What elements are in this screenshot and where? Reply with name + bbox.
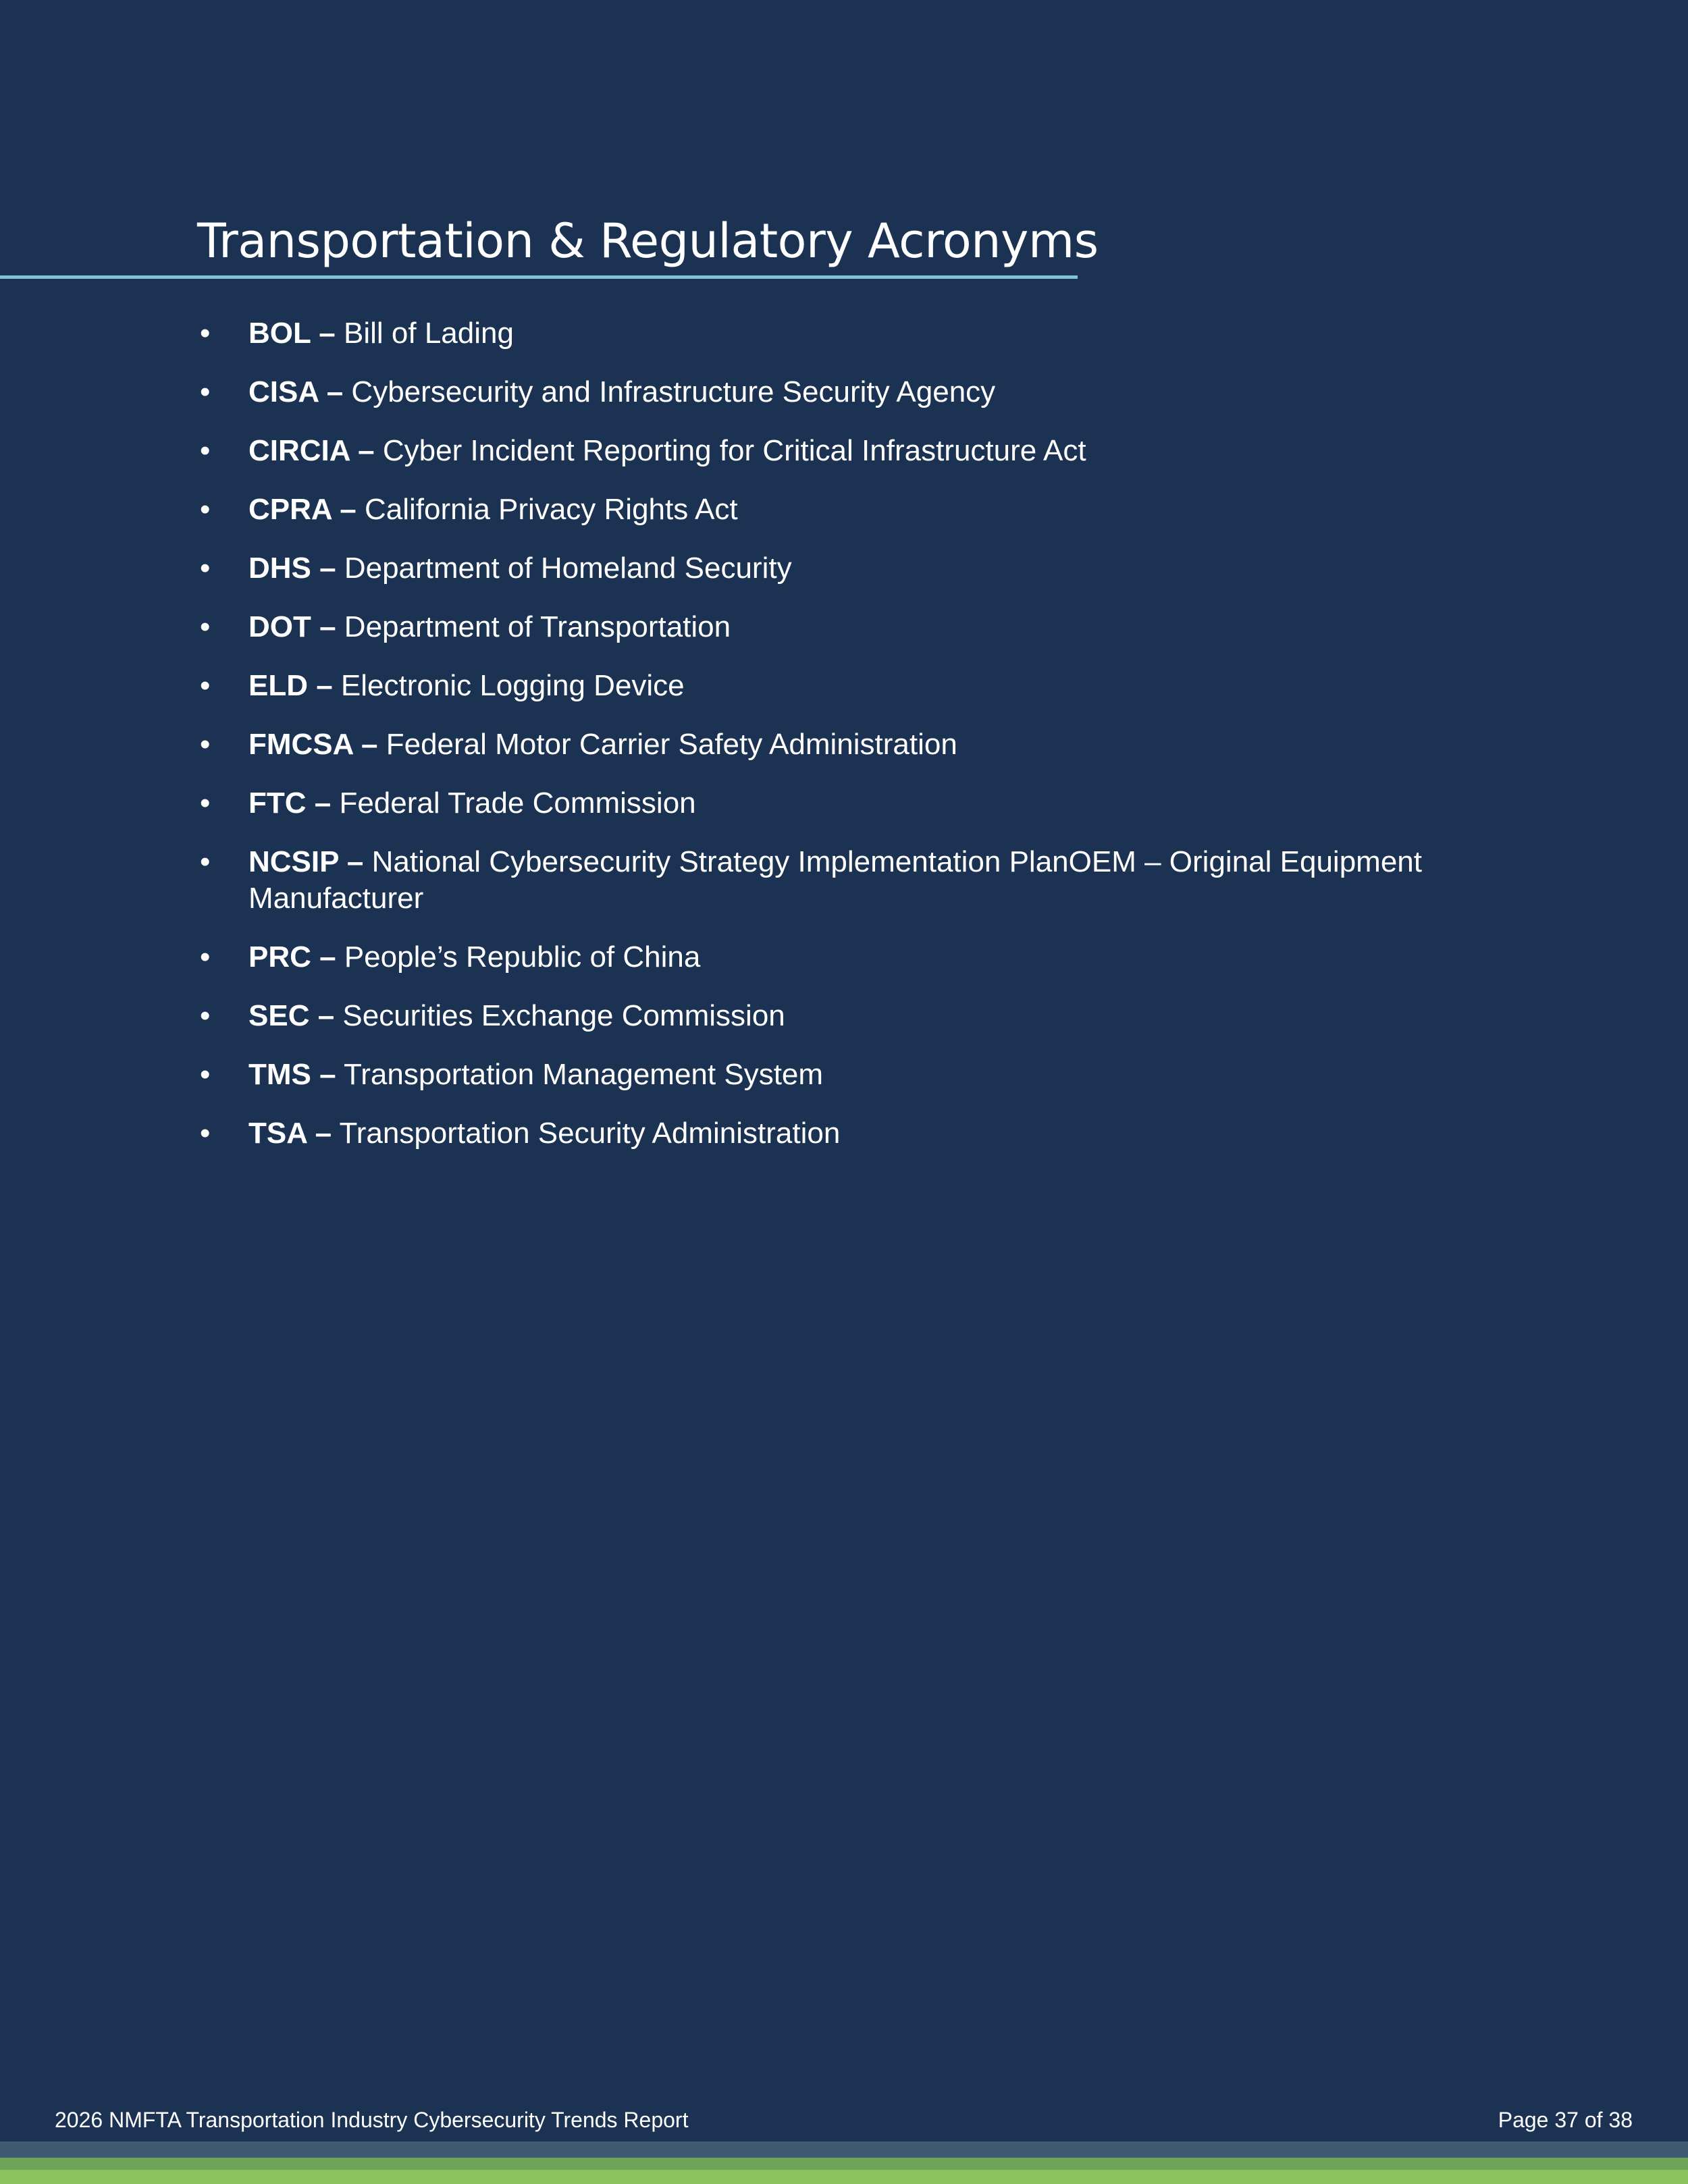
- acronym-item-cisa: [197, 374, 1521, 410]
- acronym-abbreviation: CISA –: [248, 375, 344, 408]
- bullet-icon: •: [200, 434, 211, 467]
- acronym-abbreviation: CPRA –: [248, 493, 357, 526]
- footer-band-stripe: [0, 2158, 1688, 2170]
- acronym-definition: Bill of Lading: [335, 317, 514, 350]
- bullet-icon: •: [200, 317, 211, 350]
- acronym-definition: National Cybersecurity Strategy Implementation PlanOEM – Original Equipment Manufacturer: [248, 845, 1422, 915]
- acronym-abbreviation: PRC –: [248, 940, 336, 974]
- acronym-definition: People’s Republic of China: [336, 940, 701, 974]
- acronym-item-cpra: [197, 491, 1521, 528]
- bullet-icon: •: [200, 787, 211, 820]
- acronym-abbreviation: TMS –: [248, 1058, 336, 1091]
- acronym-abbreviation: BOL –: [248, 317, 336, 350]
- acronym-definition: Cyber Incident Reporting for Critical Infrastructure Act: [374, 434, 1086, 467]
- bullet-icon: •: [200, 493, 211, 526]
- footer-report-title: 2026 NMFTA Transportation Industry Cybersecurity Trends Report: [55, 2108, 689, 2132]
- acronym-definition: Department of Transportation: [336, 610, 731, 643]
- acronym-list: [197, 315, 1521, 1174]
- acronym-definition: Transportation Management System: [336, 1058, 824, 1091]
- acronym-item-prc: [197, 939, 1521, 976]
- acronym-definition: Transportation Security Administration: [332, 1117, 841, 1150]
- bullet-icon: •: [200, 999, 211, 1032]
- acronym-item-tsa: [197, 1115, 1521, 1152]
- acronym-item-circia: [197, 433, 1521, 469]
- acronym-item-fmcsa: [197, 726, 1521, 763]
- acronym-abbreviation: DOT –: [248, 610, 336, 643]
- bullet-icon: •: [200, 728, 211, 761]
- acronym-abbreviation: SEC –: [248, 999, 335, 1032]
- acronym-item-dhs: [197, 550, 1521, 587]
- acronym-definition: Cybersecurity and Infrastructure Security Agency: [343, 375, 996, 408]
- acronym-definition: Securities Exchange Commission: [334, 999, 785, 1032]
- acronym-item-tms: [197, 1057, 1521, 1093]
- acronym-abbreviation: DHS –: [248, 552, 336, 585]
- footer-page-number: Page 37 of 38: [1498, 2108, 1633, 2132]
- title-divider: [0, 275, 1078, 279]
- acronym-item-eld: [197, 668, 1521, 704]
- acronym-item-ftc: [197, 785, 1521, 822]
- bullet-icon: •: [200, 845, 211, 878]
- acronym-abbreviation: FTC –: [248, 787, 332, 820]
- acronym-abbreviation: ELD –: [248, 669, 333, 702]
- acronym-item-sec: [197, 998, 1521, 1034]
- bullet-icon: •: [200, 1058, 211, 1091]
- acronym-definition: Federal Trade Commission: [331, 787, 696, 820]
- acronym-abbreviation: NCSIP –: [248, 845, 364, 878]
- bullet-icon: •: [200, 1117, 211, 1150]
- acronym-definition: Electronic Logging Device: [332, 669, 685, 702]
- bullet-icon: •: [200, 552, 211, 585]
- page-title: Transportation & Regulatory Acronyms: [197, 213, 1099, 269]
- acronym-definition: Federal Motor Carrier Safety Administration: [377, 728, 957, 761]
- acronym-item-dot: [197, 609, 1521, 645]
- bullet-icon: •: [200, 940, 211, 974]
- acronym-definition: Department of Homeland Security: [336, 552, 792, 585]
- bullet-icon: •: [200, 375, 211, 408]
- acronym-abbreviation: CIRCIA –: [248, 434, 375, 467]
- acronym-item-ncsip: [197, 844, 1521, 917]
- footer-band-dark: [0, 2141, 1688, 2158]
- acronym-abbreviation: TSA –: [248, 1117, 332, 1150]
- bullet-icon: •: [200, 669, 211, 702]
- acronym-definition: California Privacy Rights Act: [356, 493, 738, 526]
- acronym-abbreviation: FMCSA –: [248, 728, 378, 761]
- acronym-item-bol: [197, 315, 1521, 352]
- bullet-icon: •: [200, 610, 211, 643]
- footer-band-green: [0, 2170, 1688, 2184]
